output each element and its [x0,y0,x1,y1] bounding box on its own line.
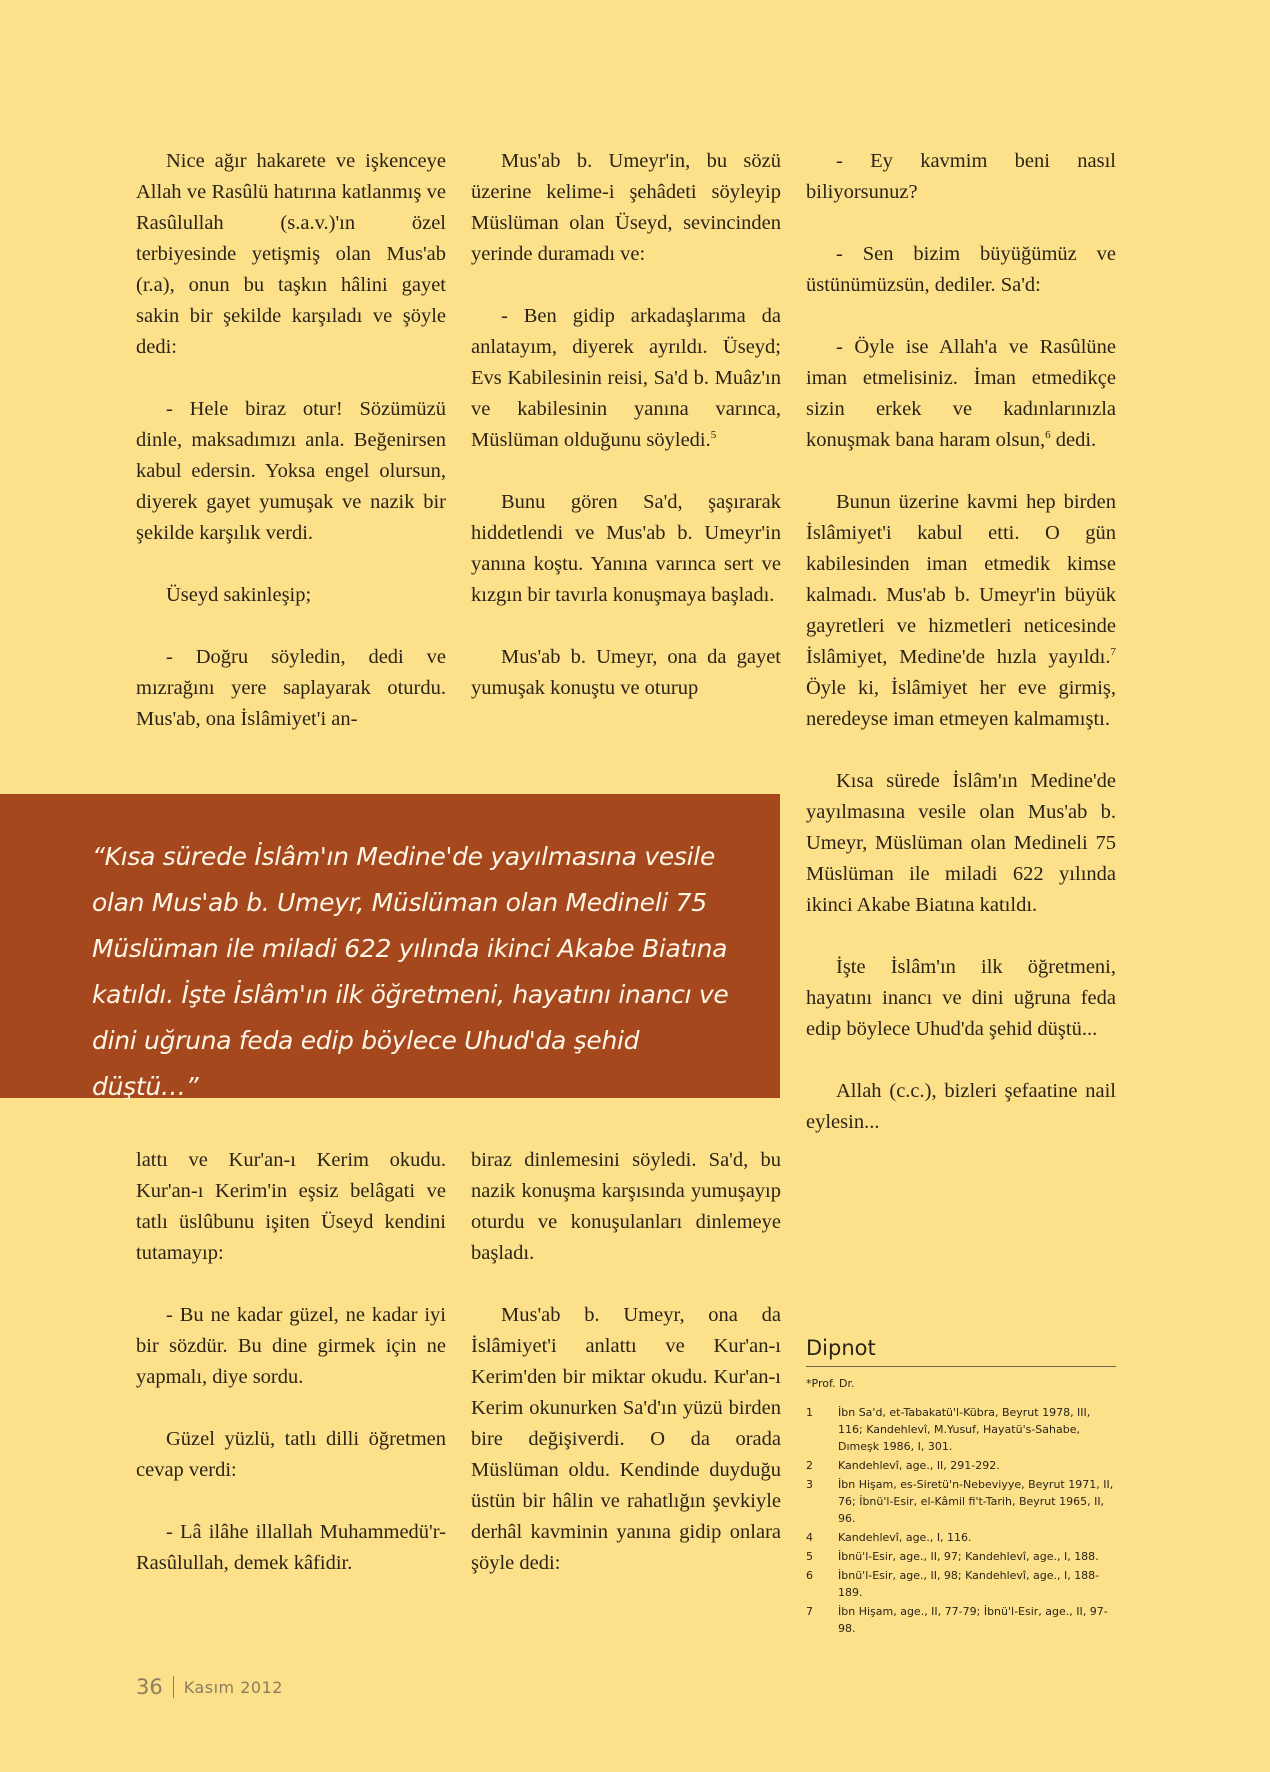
paragraph: Nice ağır hakarete ve işkenceye Allah ve Rasûlü hatırına katlanmış ve Rasûlullah (s.a.v.)'ın özel terbiyesinde yetişmiş olan Mus'ab (r.a), onun bu taşkın hâlini gayet sakin bir şekilde karşıladı ve şöyle dedi: [136,150,446,358]
footnote-item [806,1567,1116,1601]
paragraph: biraz dinlemesini söyledi. Sa'd, bu nazik konuşma karşısında yumuşayıp oturdu ve konuşulanları dinlemeye başladı. [471,1149,781,1264]
footnotes-heading: Dipnot [806,1336,1116,1367]
footnote-text: İbn Hişam, es-Siretü'n-Nebeviyye, Beyrut 1971, II, 76; İbnü'l-Esir, el-Kâmil fi't-Tarih, Beyrut 1965, II, 96. [838,1478,1114,1525]
footnote-number: 4 [806,1531,813,1544]
pull-quote-text: “Kısa sürede İslâm'ın Medine'de yayılmasına vesile olan Mus'ab b. Umeyr, Müslüman olan Medineli 75 Müslüman ile miladi 622 yılında ikinci Akabe Biatına katıldı. İşte İslâm'ın ilk öğretmeni, hayatını inancı ve dini uğruna feda edip böylece Uhud'da şehid düştü…” [92,842,729,1101]
footnote-text: İbn Sa'd, et-Tabakatü'l-Kübra, Beyrut 1978, III, 116; Kandehlevî, M.Yusuf, Hayatü's-Sahabe, Dımeşk 1986, I, 301. [838,1406,1091,1453]
paragraph: Güzel yüzlü, tatlı dilli öğretmen cevap verdi: [136,1428,446,1481]
footer-divider [173,1676,174,1698]
article-column-2-bottom [471,1145,781,1579]
footnote-text: İbnü'l-Esir, age., II, 98; Kandehlevî, age., I, 188-189. [838,1569,1100,1599]
footnote-item [806,1476,1116,1527]
article-column-1-bottom [136,1145,446,1579]
paragraph-text: Öyle ki, İslâmiyet her eve girmiş, neredeyse iman etmeyen kalmamıştı. [806,677,1116,730]
footnote-item [806,1404,1116,1455]
paragraph: Bunu gören Sa'd, şaşırarak hiddetlendi ve Mus'ab b. Umeyr'in yanına koştu. Yanına varınca sert ve kızgın bir tavırla konuşmaya başladı. [471,491,781,606]
paragraph [806,332,1116,456]
footnote-text: İbnü'l-Esir, age., II, 97; Kandehlevî, age., I, 188. [838,1550,1099,1563]
footnote-number: 7 [806,1605,813,1618]
paragraph: - Bu ne kadar güzel, ne kadar iyi bir sözdür. Bu dine girmek için ne yapmalı, diye sordu. [136,1304,446,1388]
paragraph: - Doğru söyledin, dedi ve mızrağını yere saplayarak oturdu. Mus'ab, ona İslâmiyet'i an- [136,646,446,730]
article-column-2-top [471,146,781,704]
paragraph: - Sen bizim büyüğümüz ve üstünümüzsün, dediler. Sa'd: [806,243,1116,296]
footnote-ref: 6 [1045,429,1051,441]
footnotes-list [806,1404,1116,1637]
paragraph: - Ey kavmim beni nasıl biliyorsunuz? [806,150,1116,203]
pull-quote [0,794,780,1101]
footnote-item [806,1603,1116,1637]
paragraph: Mus'ab b. Umeyr, ona da İslâmiyet'i anlattı ve Kur'an-ı Kerim'den bir miktar okudu. Kur'an-ı Kerim okunurken Sa'd'ın yüzü birden bire değişiverdi. O da orada Müslüman oldu. Kendinde duyduğu üstün bir hâlin ve rahatlığın şevkiyle derhâl kavminin yanına gidip onlara şöyle dedi: [471,1304,781,1574]
footnote-text: Kandehlevî, age., I, 116. [838,1531,972,1544]
footnote-number: 5 [806,1550,813,1563]
article-column-3 [806,146,1116,1138]
page-number: 36 [136,1675,163,1699]
paragraph [806,487,1116,735]
paragraph-text: - Öyle ise Allah'a ve Rasûlüne iman etmelisiniz. İman etmedikçe sizin erkek ve kadınlarınızla konuşmak bana haram olsun, [806,336,1116,451]
author-note: *Prof. Dr. [806,1377,855,1390]
footnote-number: 6 [806,1569,813,1582]
paragraph-text: dedi. [1050,429,1097,451]
paragraph: lattı ve Kur'an-ı Kerim okudu. Kur'an-ı Kerim'in eşsiz belâgati ve tatlı üslûbunu işiten Üseyd kendini tutamayıp: [136,1149,446,1264]
footnote-number: 2 [806,1459,813,1472]
paragraph: - Lâ ilâhe illallah Muhammedü'r-Rasûlullah, demek kâfidir. [136,1521,446,1574]
footnote-item [806,1457,1116,1474]
paragraph: İşte İslâm'ın ilk öğretmeni, hayatını inancı ve dini uğruna feda edip böylece Uhud'da şehid düştü... [806,956,1116,1040]
paragraph-text: Bunun üzerine kavmi hep birden İslâmiyet'i kabul etti. O gün kabilesinden iman etmedik kimse kalmadı. Mus'ab b. Umeyr'in büyük gayretleri ve hizmetleri neticesinde İslâmiyet, Medine'de hızla yayıldı. [806,491,1116,668]
paragraph: Mus'ab b. Umeyr, ona da gayet yumuşak konuştu ve oturup [471,646,781,699]
paragraph: Allah (c.c.), bizleri şefaatine nail eylesin... [806,1080,1116,1133]
footnote-text: Kandehlevî, age., II, 291-292. [838,1459,1000,1472]
issue-date: Kasım 2012 [183,1677,283,1697]
footnote-item [806,1548,1116,1565]
paragraph-text: - Ben gidip arkadaşlarıma da anlatayım, diyerek ayrıldı. Üseyd; Evs Kabilesinin reisi, Sa'd b. Muâz'ın ve kabilesinin yanına varınca, Müslüman olduğunu söyledi. [471,305,781,451]
paragraph [471,301,781,456]
footnote-ref: 5 [710,429,717,441]
footnote-ref: 7 [1110,646,1116,658]
paragraph: Kısa sürede İslâm'ın Medine'de yayılmasına vesile olan Mus'ab b. Umeyr, Müslüman olan Medineli 75 Müslüman ile miladi 622 yılında ikinci Akabe Biatına katıldı. [806,770,1116,916]
footnotes-section [806,1336,1116,1639]
article-column-1-top [136,146,446,735]
footnote-item [806,1529,1116,1546]
paragraph: Üseyd sakinleşip; [166,584,312,606]
paragraph: Mus'ab b. Umeyr'in, bu sözü üzerine kelime-i şehâdeti söyleyip Müslüman olan Üseyd, sevincinden yerinde duramadı ve: [471,150,781,265]
footnote-number: 3 [806,1478,813,1491]
footnote-number: 1 [806,1406,813,1419]
paragraph: - Hele biraz otur! Sözümüzü dinle, maksadımızı anla. Beğenirsen kabul edersin. Yoksa engel olursun, diyerek gayet yumuşak ve nazik bir şekilde karşılık verdi. [136,398,446,544]
page-footer [136,1675,283,1699]
footnote-text: İbn Hişam, age., II, 77-79; İbnü'l-Esir, age., II, 97-98. [838,1605,1108,1635]
